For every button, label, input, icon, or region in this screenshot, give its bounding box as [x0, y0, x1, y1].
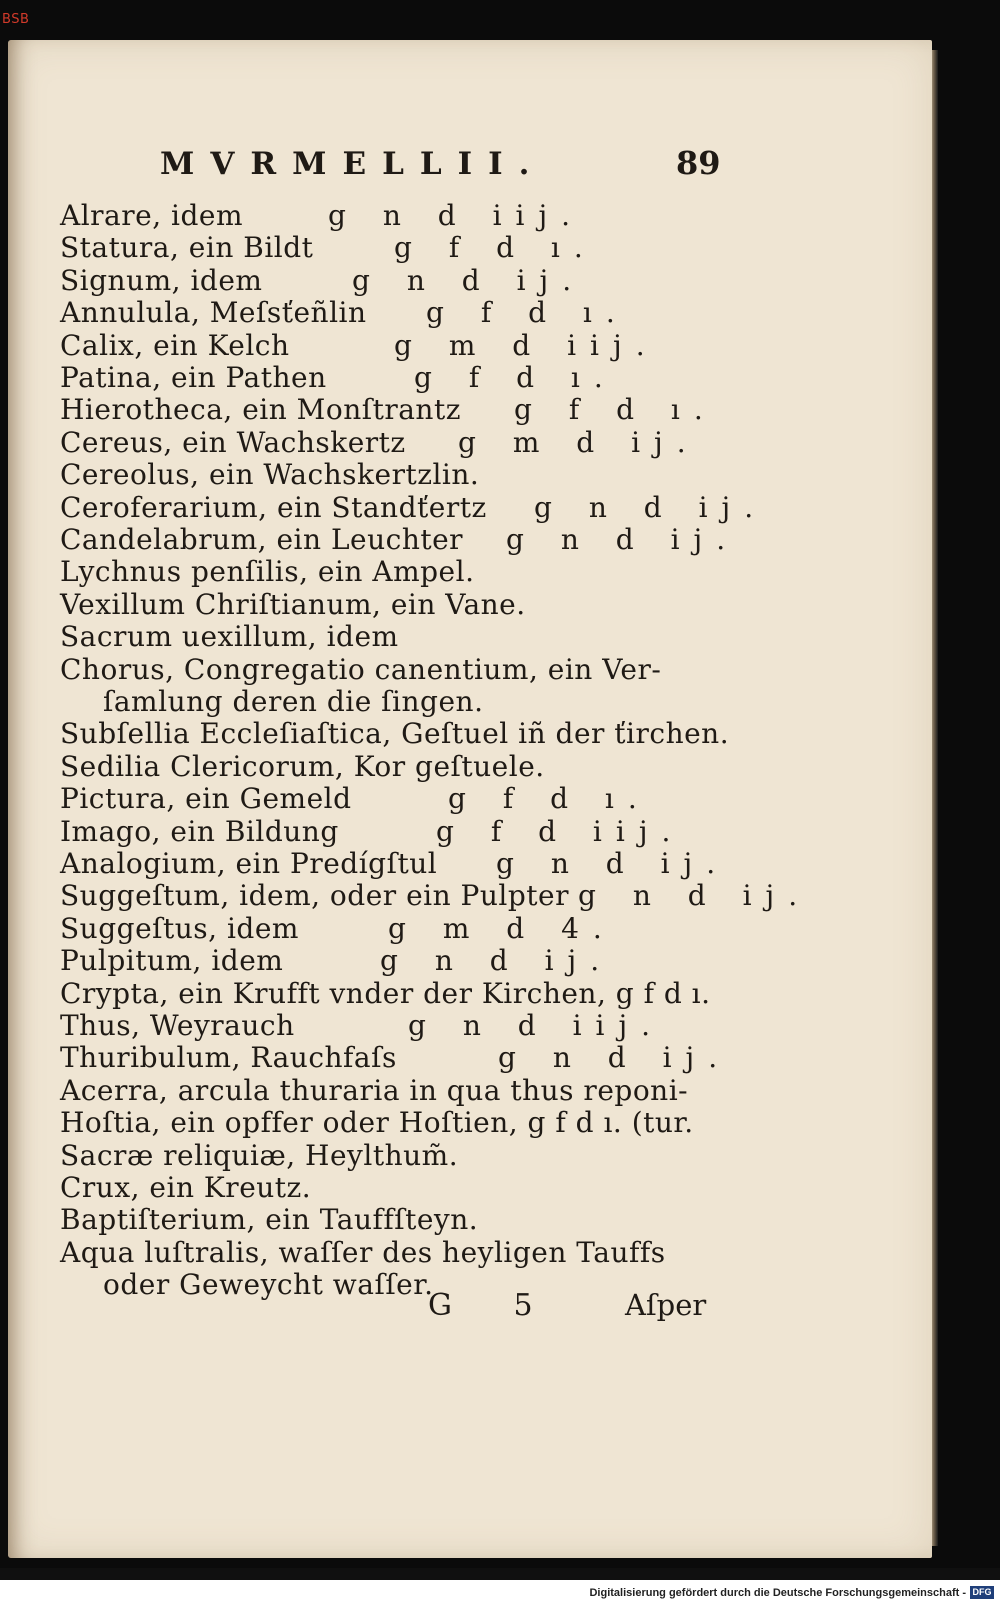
entry-line [60, 393, 717, 427]
entry-line [60, 328, 659, 362]
entry-line [60, 879, 812, 913]
entry-line [60, 1172, 311, 1204]
entry-text: ſamlung deren die ſingen. [103, 685, 484, 718]
entry-line [60, 1041, 732, 1075]
entry-text: Cereus, ein Wachskertz [60, 425, 406, 459]
entry-text: Acerra, arcula thuraria in qua thus reponi- [60, 1073, 689, 1107]
entry-text: Pulpitum, idem [60, 944, 284, 978]
entry-text: Imago, ein Bildung [60, 814, 339, 848]
scan-bottom-edge [0, 1568, 1000, 1580]
page-foot [8, 1288, 932, 1322]
entry-line [60, 523, 740, 556]
entry-text: Crux, ein Kreutz. [60, 1171, 312, 1204]
entry-line [60, 1140, 458, 1172]
entry-text: Cereolus, ein Wachskertzlin. [60, 458, 480, 492]
entry-text: Analogium, ein Predígſtul [60, 847, 438, 880]
glossary-entries [8, 40, 932, 1558]
entry-line [60, 814, 685, 848]
entry-line [60, 589, 526, 621]
dfg-logo: DFG [970, 1586, 994, 1599]
entry-text: Hierotheca, ein Monſtrantz [60, 393, 461, 427]
book-page [8, 40, 932, 1558]
entry-grammar: g m d iij. [394, 328, 659, 362]
entry-line [60, 1237, 666, 1269]
entry-line [60, 231, 597, 265]
entry-grammar: g f d ı. [414, 361, 617, 394]
entry-text: Subſellia Eccleſiaſtica, Geſtuel iñ der ťirchen. [60, 717, 730, 751]
entry-grammar: g n d iij. [328, 199, 585, 232]
entry-grammar: g f d ı. [514, 393, 717, 427]
entry-line [60, 654, 661, 686]
footer-text: Digitalisierung gefördert durch die Deutsche Forschungsgemeinschaft - [589, 1587, 966, 1599]
entry-line [60, 751, 545, 783]
entry-text: Thuribulum, Rauchfaſs [60, 1041, 397, 1075]
catchword: Aſper [625, 1288, 707, 1322]
entry-line [60, 556, 474, 588]
entry-line [60, 1009, 665, 1042]
entry-text: Thus, Weyrauch [60, 1009, 295, 1042]
entry-text: Annulula, Meſsťeñlin [60, 296, 367, 330]
entry-line [60, 911, 616, 945]
entry-line [60, 718, 729, 750]
entry-grammar: g m d 4. [388, 911, 616, 945]
entry-line [60, 621, 399, 653]
entry-grammar: g f d ı. [426, 296, 629, 330]
entry-text: Crypta, ein Krufft vnder der Kirchen, g f d ı. [60, 976, 711, 1010]
entry-grammar: g n d ij. [534, 490, 768, 524]
entry-line [60, 490, 768, 524]
entry-line [60, 944, 614, 978]
entry-text: Signum, idem [60, 263, 263, 297]
entry-text: Patina, ein Pathen [60, 361, 327, 394]
entry-line [60, 978, 711, 1010]
entry-line [60, 1204, 478, 1236]
entry-grammar: g f d iij. [436, 814, 685, 848]
entry-text: oder Geweycht waſſer. [103, 1268, 434, 1302]
signature-mark: G 5 [428, 1288, 559, 1323]
entry-grammar: g n d ij. [506, 523, 740, 556]
entry-text: Suggeſtus, idem [60, 911, 299, 945]
entry-text: Candelabrum, ein Leuchter [60, 523, 464, 556]
entry-grammar: g f d ı. [394, 231, 597, 265]
entry-line [60, 847, 730, 880]
entry-text: Alrare, idem [60, 199, 244, 232]
entry-grammar: g n d ij. [578, 879, 812, 913]
entry-line [60, 782, 651, 816]
entry-line [60, 263, 586, 297]
entry-line [60, 361, 617, 394]
entry-text: Suggeſtum, idem, oder ein Pulpter [60, 879, 569, 913]
entry-line [60, 425, 700, 459]
entry-line [60, 199, 585, 232]
running-title: MVRMELLII. [160, 146, 546, 182]
library-mark: BSB [2, 12, 30, 27]
page-number: 89 [676, 144, 721, 182]
entry-grammar: g f d ı. [448, 782, 651, 816]
entry-text: Sacrum uexillum, idem [60, 620, 399, 654]
entry-text: Statura, ein Bildt [60, 231, 314, 265]
entry-text: Ceroferarium, ein Standťertz [60, 490, 487, 524]
entry-text: Sacræ reliquiæ, Heylthum̃. [60, 1138, 459, 1172]
entry-text: Aqua luſtralis, waſſer des heyligen Tauffs [60, 1235, 666, 1269]
entry-text: Vexillum Chriſtianum, ein Vane. [60, 587, 526, 621]
entry-grammar: g n d iij. [408, 1009, 665, 1042]
entry-text: Chorus, Congregatio canentium, ein Ver- [60, 652, 662, 686]
entry-line [60, 1075, 688, 1107]
entry-text: Calix, ein Kelch [60, 328, 290, 362]
entry-grammar: g n d ij. [498, 1041, 732, 1075]
entry-line [60, 296, 629, 330]
entry-text: Hoſtia, ein opffer oder Hoſtien, g f d ı. (tur. [60, 1106, 694, 1140]
entry-text: Sedilia Clericorum, Kor geſtuele. [60, 749, 545, 783]
entry-text: Baptiſterium, ein Tauffſteyn. [60, 1203, 479, 1237]
entry-grammar: g n d ij. [380, 944, 614, 978]
footer-bar [0, 1580, 1000, 1606]
entry-text: Pictura, ein Gemeld [60, 782, 352, 816]
entry-grammar: g n d ij. [496, 847, 730, 880]
entry-text: Lychnus penſilis, ein Ampel. [60, 555, 475, 589]
entry-grammar: g m d ij. [458, 425, 700, 459]
entry-line [60, 459, 479, 491]
entry-line [103, 686, 483, 718]
entry-line [60, 1107, 694, 1139]
entry-grammar: g n d ij. [352, 263, 586, 297]
